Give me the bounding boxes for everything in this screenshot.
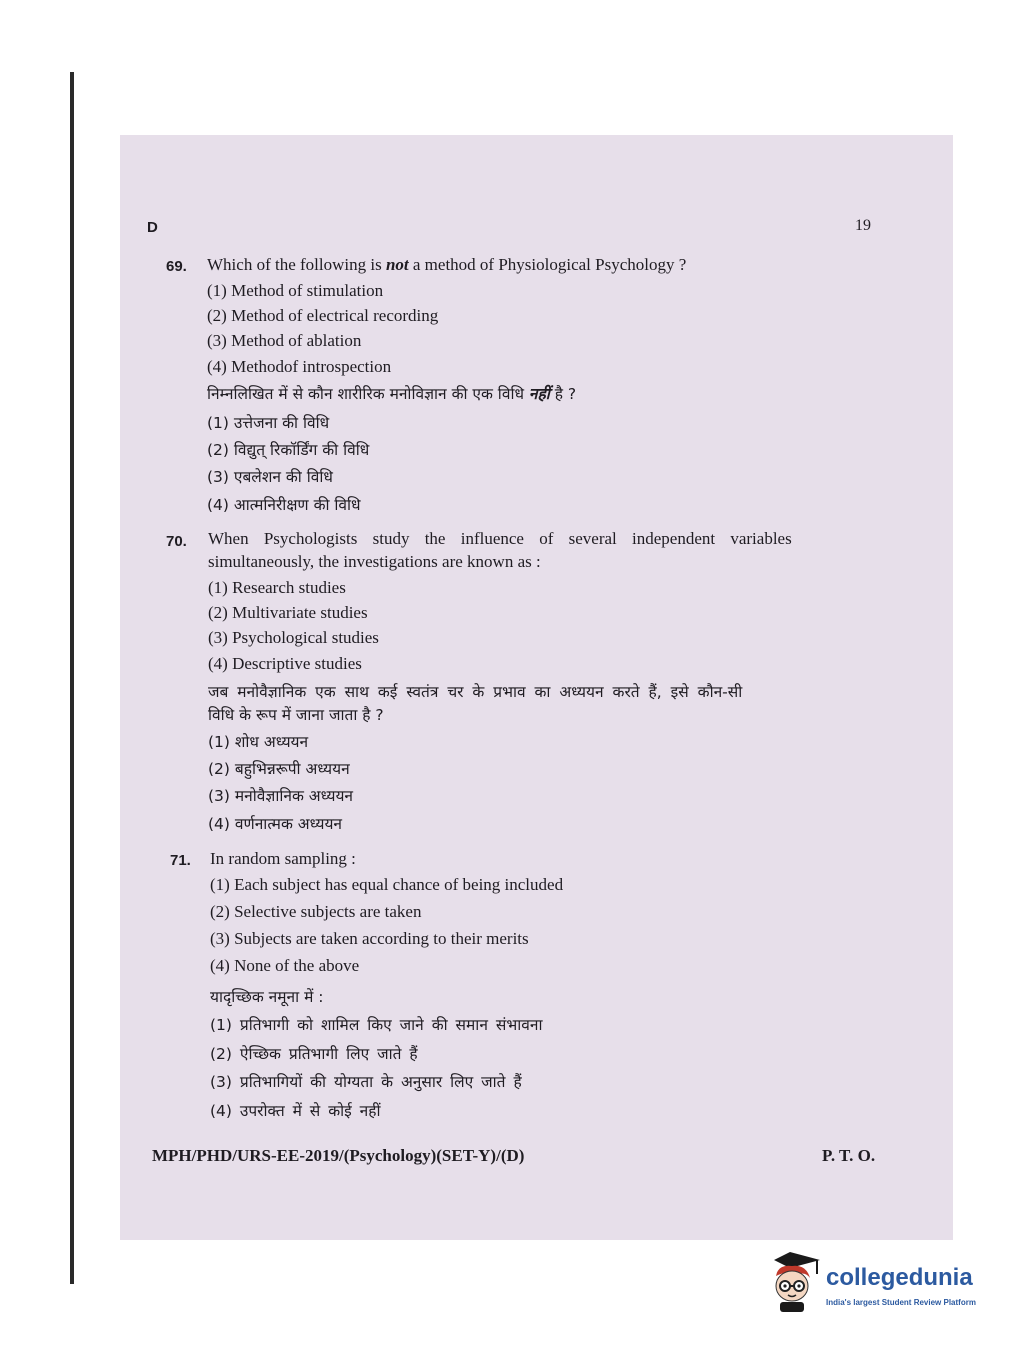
collegedunia-watermark	[768, 1248, 998, 1328]
question-71-hindi-option-3: (3) प्रतिभागियों की योग्यता के अनुसार लिए जाते हैं	[210, 1073, 522, 1091]
please-turn-over: P. T. O.	[822, 1146, 876, 1165]
question-69-hindi-option-4: (4) आत्मनिरीक्षण की विधि	[207, 496, 361, 514]
question-71-hindi-text: यादृच्छिक नमूना में :	[210, 988, 324, 1006]
question-70-hindi-line-1: जब मनोवैज्ञानिक एक साथ कई स्वतंत्र चर के प्रभाव का अध्ययन करते हैं, इसे कौन-सी	[208, 683, 743, 701]
question-70-hindi-option-2: (2) बहुभिन्नरूपी अध्ययन	[208, 760, 350, 778]
question-69-hindi-text: निम्नलिखित में से कौन शारीरिक मनोविज्ञान की एक विधि नहीं है ?	[207, 385, 577, 403]
question-70-option-1: (1) Research studies	[208, 578, 346, 597]
question-70-option-2: (2) Multivariate studies	[208, 603, 368, 622]
question-70-option-4: (4) Descriptive studies	[208, 654, 362, 673]
question-70-text-line-1	[208, 529, 866, 549]
question-70-hindi-line-2: विधि के रूप में जाना जाता है ?	[208, 706, 384, 724]
question-71-hindi-option-1: (1) प्रतिभागी को शामिल किए जाने की समान संभावना	[210, 1016, 543, 1034]
question-69-number: 69.	[166, 258, 187, 275]
question-71-option-1: (1) Each subject has equal chance of being included	[210, 875, 564, 894]
question-71-text: In random sampling :	[210, 849, 356, 868]
question-69-option-4: (4) Methodof introspection	[207, 357, 392, 376]
question-70-hindi-option-3: (3) मनोवैज्ञानिक अध्ययन	[208, 787, 354, 805]
question-70-option-3: (3) Psychological studies	[208, 628, 379, 647]
brand-name: collegedunia	[826, 1264, 973, 1291]
paper-code: MPH/PHD/URS-EE-2019/(Psychology)(SET-Y)/(D)	[152, 1146, 525, 1165]
question-69-hindi-option-3: (3) एबलेशन की विधि	[207, 468, 333, 486]
question-71-number: 71.	[170, 852, 191, 869]
scan-edge	[70, 72, 74, 1284]
question-69-option-1: (1) Method of stimulation	[207, 281, 384, 300]
page-number: 19	[855, 217, 871, 234]
question-71-option-2: (2) Selective subjects are taken	[210, 902, 422, 921]
mascot-logo-icon	[768, 1250, 824, 1316]
question-69-option-3: (3) Method of ablation	[207, 331, 362, 350]
question-71-option-3: (3) Subjects are taken according to their merits	[210, 929, 529, 948]
question-71-option-4: (4) None of the above	[210, 956, 360, 975]
question-70-hindi-option-1: (1) शोध अध्ययन	[208, 733, 309, 751]
question-70-hindi-option-4: (4) वर्णनात्मक अध्ययन	[208, 815, 343, 833]
question-71-hindi-option-4: (4) उपरोक्त में से कोई नहीं	[210, 1102, 381, 1120]
question-69-hindi-option-1: (1) उत्तेजना की विधि	[207, 414, 330, 432]
set-letter: D	[147, 219, 158, 236]
brand-tagline: India's largest Student Review Platform	[826, 1298, 976, 1307]
question-69-text: Which of the following is not a method of Physiological Psychology ?	[207, 255, 687, 274]
question-71-hindi-option-2: (2) ऐच्छिक प्रतिभागी लिए जाते हैं	[210, 1045, 418, 1063]
question-70-number: 70.	[166, 533, 187, 550]
question-69-hindi-option-2: (2) विद्युत् रिकॉर्डिंग की विधि	[207, 441, 370, 459]
question-70-text-line-1-content: When Psychologists study the influence of several independent variables	[208, 529, 792, 548]
question-69-option-2: (2) Method of electrical recording	[207, 306, 439, 325]
question-70-text-line-2: simultaneously, the investigations are known as :	[208, 552, 541, 571]
